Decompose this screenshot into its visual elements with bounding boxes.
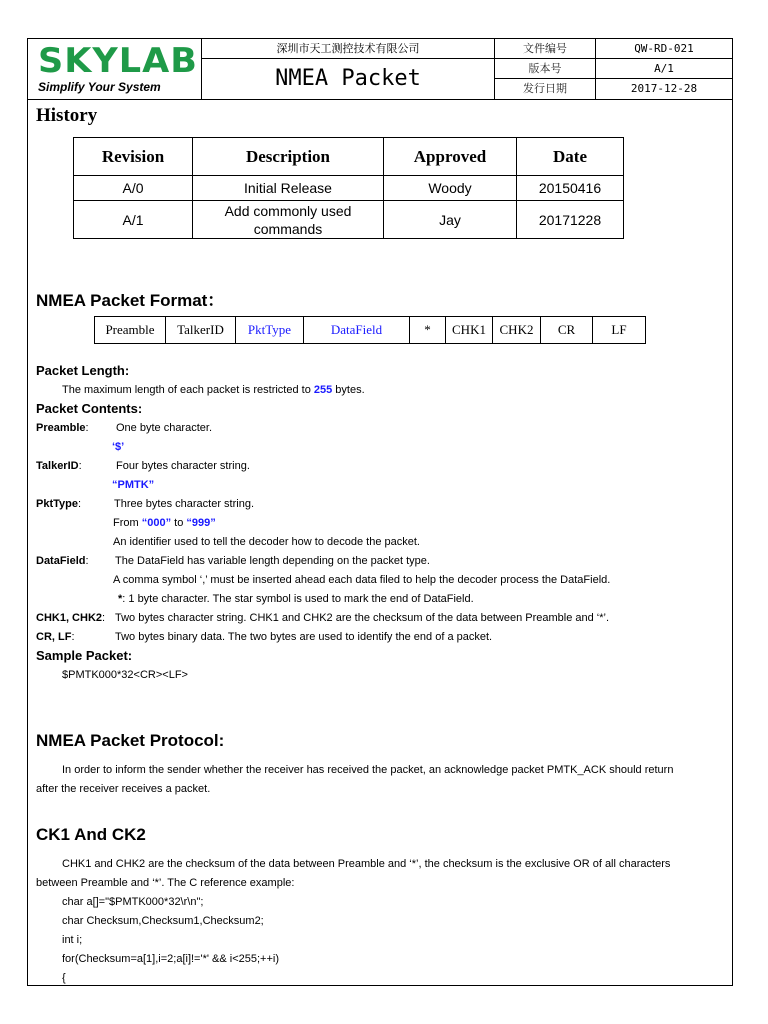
table-row (74, 176, 624, 201)
field-datafield: DataField (304, 317, 410, 344)
cell-revision: A/1 (74, 201, 193, 239)
column-header-description: Description (193, 138, 384, 176)
company-name: 深圳市天工测控技术有限公司 (202, 39, 495, 59)
cell-approved: Woody (384, 176, 517, 201)
talkerid-desc: Four bytes character string. (116, 460, 250, 472)
talkerid-value: “PMTK” (112, 479, 155, 491)
packet-length-heading: Packet Length: (36, 363, 130, 378)
sample-packet-heading: Sample Packet: (36, 648, 133, 663)
logo-wordmark: SKYLAB (38, 41, 199, 81)
checksum-line-2: between Preamble and ‘*’. The C reference example: (36, 877, 295, 889)
cell-date: 20171228 (517, 201, 624, 239)
code-line: for(Checksum=a[1],i=2;a[i]!='*' && i<255;++i) (62, 953, 279, 965)
column-header-revision: Revision (74, 138, 193, 176)
table-row (74, 201, 624, 239)
key-label: PktType (36, 498, 78, 510)
sample-packet-text: $PMTK000*32<CR><LF> (62, 669, 188, 681)
packet-format-heading: NMEA Packet Format： (36, 291, 225, 310)
packet-length-text (62, 383, 365, 397)
revision-history-table (73, 137, 624, 239)
protocol-line-1: In order to inform the sender whether the receiver has received the packet, an acknowledge packet PMTK_ACK should return (62, 764, 674, 776)
field-star: * (410, 317, 446, 344)
cell-date: 20150416 (517, 176, 624, 201)
range-end-value: “999” (186, 517, 216, 529)
text-span: to (171, 517, 187, 529)
crlf-desc: Two bytes binary data. The two bytes are used to identify the end of a packet. (115, 631, 493, 643)
release-date-value: 2017-12-28 (630, 82, 698, 95)
company-logo (28, 39, 202, 99)
code-line: char Checksum,Checksum1,Checksum2; (62, 915, 264, 927)
column-header-date: Date (517, 138, 624, 176)
checksum-line-1: CHK1 and CHK2 are the checksum of the data between Preamble and ‘*’, the checksum is the exclusive OR of all characters (62, 858, 671, 870)
text-span: : 1 byte character. The star symbol is used to mark the end of DataField. (122, 593, 474, 605)
star-note (118, 592, 474, 606)
release-date-label: 发行日期 (495, 79, 596, 99)
cell-approved: Jay (384, 201, 517, 239)
preamble-key: Preamble: (36, 422, 89, 434)
key-label: DataField (36, 555, 86, 567)
field-chk1: CHK1 (446, 317, 493, 344)
field-cr: CR (541, 317, 593, 344)
field-talkerid: TalkerID (166, 317, 236, 344)
key-label: CR, LF (36, 631, 72, 643)
field-pkttype: PktType (236, 317, 304, 344)
version-label: 版本号 (495, 59, 596, 79)
doc-number-label: 文件编号 (495, 39, 596, 59)
cell-revision: A/0 (74, 176, 193, 201)
table-header-row (74, 138, 624, 176)
pkttype-range (113, 516, 216, 530)
range-start-value: “000” (141, 517, 172, 529)
chk-key: CHK1, CHK2: (36, 612, 106, 624)
column-header-approved: Approved (384, 138, 517, 176)
field-chk2: CHK2 (493, 317, 541, 344)
table-row (95, 317, 646, 344)
datafield-note: A comma symbol ‘,’ must be inserted ahead each data filed to help the decoder process the DataField. (113, 574, 611, 586)
packet-protocol-heading: NMEA Packet Protocol: (36, 731, 225, 750)
preamble-value: ‘$’ (112, 441, 125, 453)
logo-tagline: Simplify Your System (38, 80, 161, 94)
star-symbol: * (118, 593, 123, 605)
pkttype-desc: Three bytes character string. (114, 498, 255, 510)
document-title: NMEA Packet (202, 59, 495, 99)
pkttype-note: An identifier used to tell the decoder how to decode the packet. (113, 536, 420, 548)
talkerid-key: TalkerID: (36, 460, 82, 472)
version-value: A/1 (596, 59, 732, 79)
code-line: int i; (62, 934, 83, 946)
packet-format-table (94, 316, 646, 344)
pkttype-key: PktType: (36, 498, 82, 510)
document-header (28, 39, 732, 100)
code-line: { (62, 972, 66, 984)
preamble-desc: One byte character. (116, 422, 212, 434)
code-line: char a[]="$PMTK000*32\r\n"; (62, 896, 204, 908)
text-span: From (113, 517, 142, 529)
packet-contents-heading: Packet Contents: (36, 401, 143, 416)
key-label: TalkerID (36, 460, 79, 472)
checksum-heading: CK1 And CK2 (36, 825, 146, 844)
field-lf: LF (593, 317, 646, 344)
doc-number-value: QW-RD-021 (596, 39, 732, 59)
key-label: Preamble (36, 422, 86, 434)
cell-description: Add commonly used commands (193, 201, 384, 239)
text-span: bytes. (332, 384, 365, 396)
history-heading: History (36, 105, 98, 126)
datafield-desc: The DataField has variable length depending on the packet type. (115, 555, 430, 567)
datafield-key: DataField: (36, 555, 89, 567)
chk-desc: Two bytes character string. CHK1 and CHK2 are the checksum of the data between Preamble and ‘*’. (115, 612, 610, 624)
protocol-line-2: after the receiver receives a packet. (36, 783, 211, 795)
key-label: CHK1, CHK2 (36, 612, 103, 624)
text-span: The maximum length of each packet is restricted to (62, 384, 314, 396)
cell-description: Initial Release (193, 176, 384, 201)
crlf-key: CR, LF: (36, 631, 75, 643)
document-page (27, 38, 733, 986)
max-length-value: 255 (313, 384, 333, 396)
field-preamble: Preamble (95, 317, 166, 344)
